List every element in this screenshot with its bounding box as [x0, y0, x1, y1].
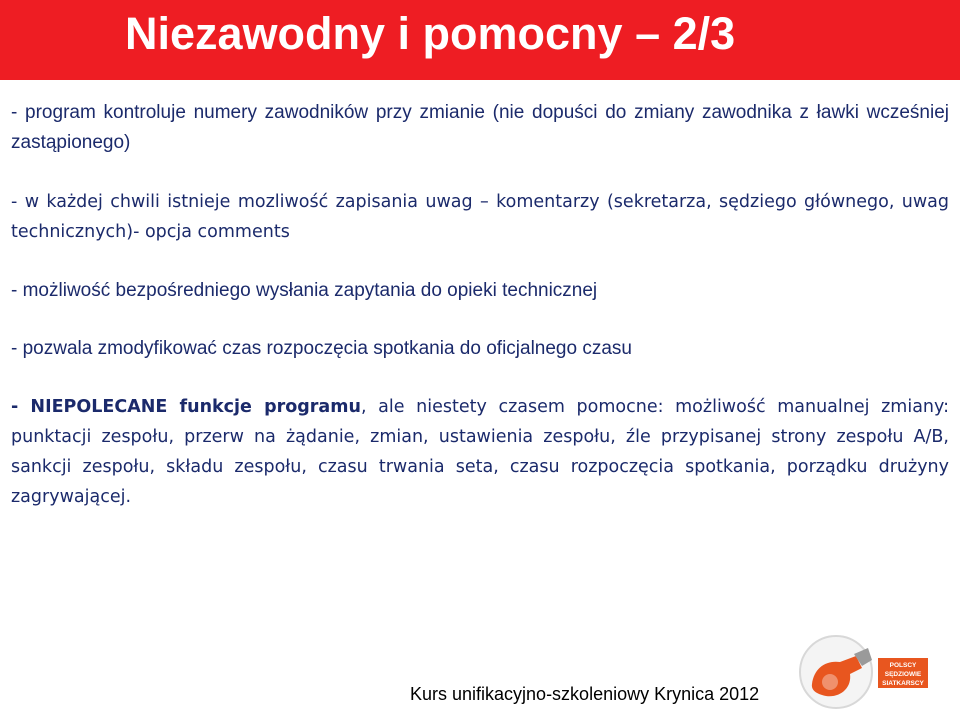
slide-content [11, 98, 949, 541]
slide-title: Niezawodny i pomocny – 2/3 [125, 8, 736, 59]
bullet-technical-support: - możliwość bezpośredniego wysłania zapytania do opieki technicznej [11, 280, 598, 301]
whistle-icon [800, 636, 872, 708]
referee-logo [796, 632, 936, 712]
bullet-not-recommended [11, 392, 949, 512]
title-bar [0, 0, 960, 80]
bullet-comments: - w każdej chwili istnieje mozliwość zapisania uwag – komentarzy (sekretarza, sędziego głównego, uwag technicznych)- opcja comments [11, 192, 949, 242]
logo-line-3: SIATKARSCY [882, 680, 924, 687]
not-recommended-text: , ale niestety czasem pomocne: możliwość manualnej zmiany: punktacji zespołu, przerw na żądanie, zmian, ustawienia zespołu, źle przypisanej strony zespołu A/B, sankcji zespołu, składu zespołu, czasu trwania seta, czasu rozpoczęcia spotkania, porządku drużyny zagrywającej. [11, 397, 949, 507]
not-recommended-label: - NIEPOLECANE funkcje programu [11, 397, 361, 417]
logo-line-2: SĘDZIOWIE [884, 671, 922, 678]
bullet-substitution-check: - program kontroluje numery zawodników przy zmianie (nie dopuści do zmiany zawodnika z ławki wcześniej zastąpionego) [11, 102, 949, 153]
logo-line-1: POLSCY [889, 662, 917, 669]
bullet-start-time: - pozwala zmodyfikować czas rozpoczęcia spotkania do oficjalnego czasu [11, 338, 632, 359]
slide-footer: Kurs unifikacyjno-szkoleniowy Krynica 2012 [410, 684, 760, 704]
